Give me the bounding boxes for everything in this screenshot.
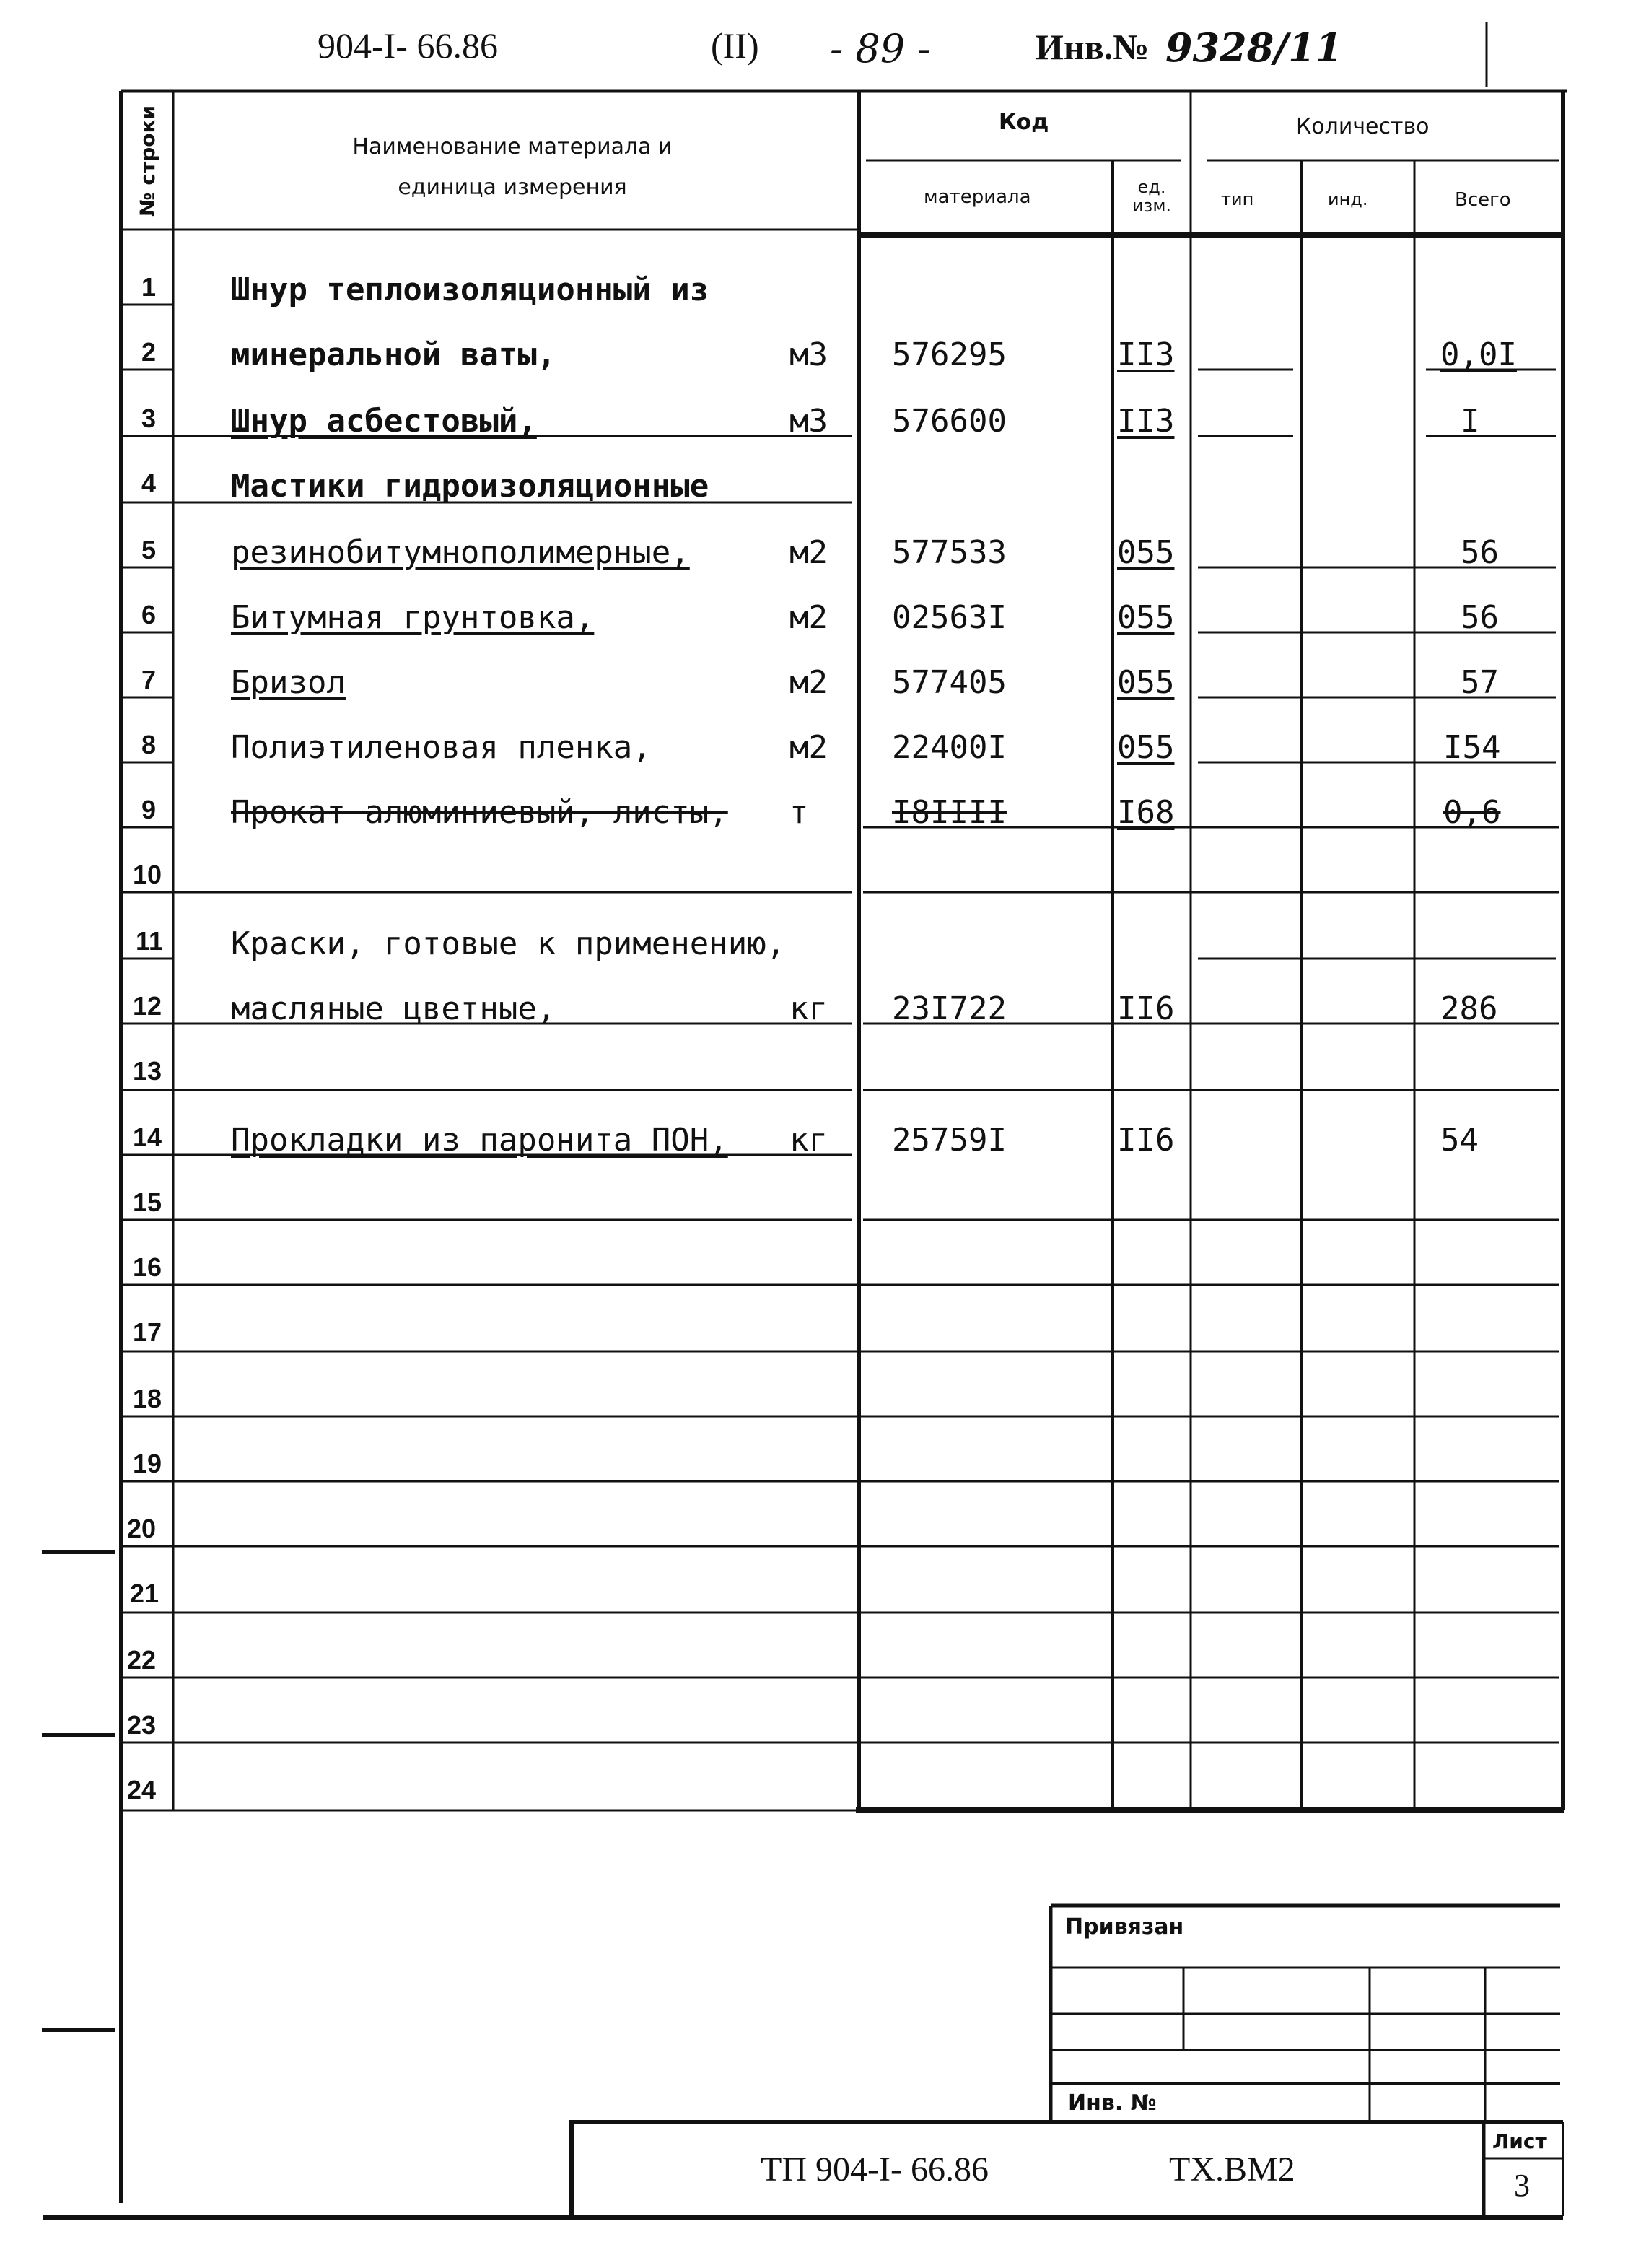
inv-label: Инв.№ bbox=[1036, 27, 1150, 67]
material-name: Краски, готовые к применению, bbox=[231, 925, 786, 962]
material-name: Шнур теплоизоляционный из bbox=[231, 271, 709, 308]
material-name: Полиэтиленовая пленка, bbox=[231, 729, 652, 766]
material-code: 02563I bbox=[892, 599, 1007, 636]
quantity-total: 0,0I bbox=[1440, 336, 1517, 373]
quantity-total: I bbox=[1461, 403, 1480, 440]
row-number: 14 bbox=[133, 1122, 162, 1152]
doc-code-header: 904-I- 66.86 bbox=[318, 25, 498, 66]
row-number: 20 bbox=[127, 1514, 157, 1543]
row-number: 10 bbox=[133, 860, 162, 889]
row-number: 8 bbox=[141, 730, 157, 759]
unit-code: II6 bbox=[1117, 1122, 1175, 1159]
quantity-total-header: Всего bbox=[1455, 189, 1511, 211]
unit-code: II6 bbox=[1117, 990, 1175, 1027]
material-name: Мастики гидроизоляционные bbox=[231, 468, 709, 505]
unit-code: 055 bbox=[1117, 729, 1175, 766]
row-number: 11 bbox=[136, 926, 164, 956]
sheet-label: Лист bbox=[1492, 2129, 1547, 2153]
material-code: 576600 bbox=[892, 403, 1007, 440]
row-number: 7 bbox=[141, 665, 157, 694]
name-column-header: Наименование материала и единица измерения bbox=[352, 134, 673, 200]
row-number: 4 bbox=[141, 468, 157, 498]
unit-code: 055 bbox=[1117, 599, 1175, 636]
row-number: 15 bbox=[133, 1187, 162, 1217]
material-code: 577533 bbox=[892, 534, 1007, 571]
material-name: Прокат алюминиевый, листы, bbox=[231, 794, 728, 831]
row-number: 3 bbox=[141, 404, 157, 433]
unit-code: 055 bbox=[1117, 664, 1175, 701]
unit-code: 055 bbox=[1117, 534, 1175, 571]
unit: кг bbox=[789, 990, 828, 1027]
unit: м2 bbox=[789, 599, 828, 636]
unit: м3 bbox=[789, 403, 828, 440]
code-material-header: материала bbox=[924, 186, 1031, 208]
row-number: 9 bbox=[141, 795, 157, 824]
material-name: резинобитумнополимерные, bbox=[231, 534, 690, 571]
unit-code: II3 bbox=[1117, 403, 1175, 440]
row-number: 16 bbox=[133, 1252, 162, 1282]
unit: м2 bbox=[789, 664, 828, 701]
quantity-total: 0,6 bbox=[1443, 794, 1501, 831]
row-number: 19 bbox=[133, 1449, 162, 1478]
unit: м2 bbox=[789, 534, 828, 571]
section-header: (II) bbox=[711, 25, 759, 66]
quantity-type-header: тип bbox=[1221, 189, 1254, 209]
material-code: 576295 bbox=[892, 336, 1007, 373]
title-block-doc-code: ТП 904-I- 66.86 bbox=[761, 2150, 989, 2189]
quantity-total: 56 bbox=[1461, 599, 1499, 636]
quantity-group-header: Количество bbox=[1296, 114, 1430, 139]
row-number: 17 bbox=[133, 1317, 162, 1347]
unit: м2 bbox=[789, 729, 828, 766]
row-number: 13 bbox=[133, 1056, 162, 1086]
unit: кг bbox=[789, 1122, 828, 1159]
quantity-total: 57 bbox=[1461, 664, 1499, 701]
sheet-number: 3 bbox=[1514, 2168, 1530, 2203]
material-name: Шнур асбестовый, bbox=[231, 403, 537, 440]
row-number: 1 bbox=[141, 272, 157, 302]
material-name: Битумная грунтовка, bbox=[231, 599, 595, 636]
material-code: 22400I bbox=[892, 729, 1007, 766]
material-code: 25759I bbox=[892, 1122, 1007, 1159]
inv-number: 9328/11 bbox=[1165, 25, 1343, 71]
material-code: 577405 bbox=[892, 664, 1007, 701]
unit: т bbox=[789, 794, 809, 831]
row-number: 2 bbox=[141, 337, 157, 367]
material-name: Прокладки из паронита ПОН, bbox=[231, 1122, 728, 1159]
quantity-total: I54 bbox=[1443, 729, 1501, 766]
privyazan-label: Привязан bbox=[1065, 1914, 1184, 1940]
quantity-ind-header: инд. bbox=[1328, 189, 1368, 209]
material-name: Бризол bbox=[231, 664, 346, 701]
material-name: масляные цветные, bbox=[231, 990, 556, 1027]
title-block-doc-mark: ТХ.ВМ2 bbox=[1169, 2150, 1295, 2189]
row-number: 24 bbox=[127, 1775, 157, 1805]
row-number: 18 bbox=[133, 1384, 162, 1413]
row-number-header: № строки bbox=[136, 105, 159, 217]
page-number: - 89 - bbox=[830, 26, 931, 71]
inv-number-label: Инв. № bbox=[1068, 2090, 1157, 2116]
row-number: 5 bbox=[141, 535, 157, 564]
quantity-total: 286 bbox=[1440, 990, 1498, 1027]
material-name: минеральной ваты, bbox=[231, 336, 556, 373]
material-code: 23I722 bbox=[892, 990, 1007, 1027]
row-number: 21 bbox=[130, 1579, 159, 1608]
quantity-total: 56 bbox=[1461, 534, 1499, 571]
row-number: 23 bbox=[127, 1710, 157, 1740]
code-group-header: Код bbox=[999, 110, 1049, 135]
quantity-total: 54 bbox=[1440, 1122, 1479, 1159]
unit-code: II3 bbox=[1117, 336, 1175, 373]
unit: м3 bbox=[789, 336, 828, 373]
row-number: 22 bbox=[127, 1645, 157, 1675]
unit-code: I68 bbox=[1117, 794, 1175, 831]
code-unit-header: ед. изм. bbox=[1132, 177, 1172, 216]
material-code: I8IIII bbox=[892, 794, 1007, 831]
row-number: 12 bbox=[133, 991, 162, 1021]
row-number: 6 bbox=[141, 600, 157, 629]
